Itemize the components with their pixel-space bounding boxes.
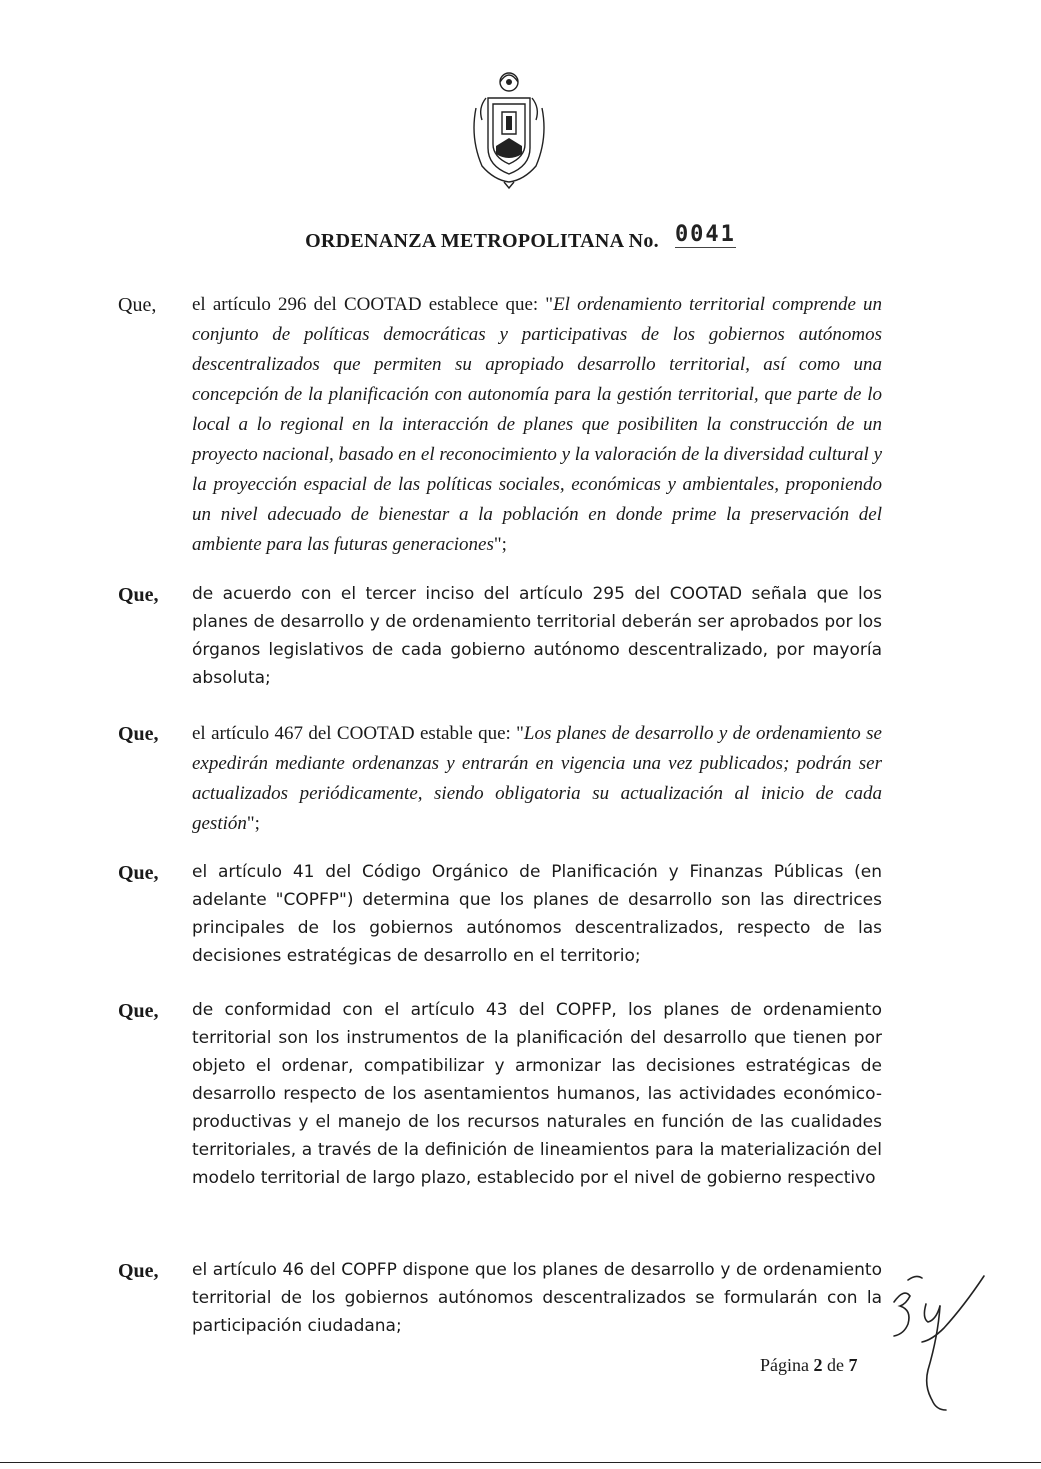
clause-quote: Los planes de desarrollo y de ordenamiento se expedirán mediante ordenanzas y entrarán en vigencia una vez publicados; podrán ser actualizados periódicamente, siendo obligatoria su actualización al inicio de cada gestión (192, 723, 882, 834)
clause-text: el artículo 467 del COOTAD estable que: "Los planes de desarrollo y de ordenamiento se expedirán mediante ordenanzas y entrarán en vigencia una vez publicados; podrán ser actualizados periódicamente, siendo obligatoria su actualización al inicio de cada gestión"; (192, 723, 882, 834)
ordinance-title-label: ORDENANZA METROPOLITANA No. (305, 230, 659, 252)
clause-que: Que, (118, 723, 159, 745)
clause-que: Que, (118, 584, 159, 606)
clause-text: el artículo 41 del Código Orgánico de Planificación y Finanzas Públicas (en adelante "COPFP") determina que los planes de desarrollo son las directrices principales de los gobiernos autónomos descentralizados, respecto de las decisiones estratégicas de desarrollo en el territorio; (192, 862, 882, 966)
handwritten-signature-icon (880, 1268, 990, 1413)
clause-que: Que, (118, 294, 157, 316)
clause-text: el artículo 46 del COPFP dispone que los planes de desarrollo y de ordenamiento territorial de los gobiernos autónomos descentralizados se formularán con la participación ciudadana; (192, 1260, 882, 1336)
bottom-rule (0, 1462, 1041, 1463)
clause-que: Que, (118, 1260, 159, 1282)
page-total: 7 (848, 1355, 858, 1375)
ordinance-title (0, 222, 1041, 253)
clause-quote: El ordenamiento territorial comprende un conjunto de políticas democráticas y participativas de los gobiernos autónomos descentralizados que permiten su apropiado desarrollo territorial, así como una concepción de la planificación con autonomía para la gestión territorial, que parte de lo local a lo regional en la interacción de planes que posibiliten la construcción de un proyecto nacional, basado en el reconocimiento y la valoración de la diversidad cultural y la proyección espacial de las políticas sociales, económicas y ambientales, proponiendo un nivel adecuado de bienestar a la población en donde prime la preservación del ambiente para las futuras generaciones (192, 294, 882, 555)
clause-text: de conformidad con el artículo 43 del COPFP, los planes de ordenamiento territorial son los instrumentos de la planificación del desarrollo que tienen por objeto el ordenar, compatibilizar y armonizar las decisiones estratégicas de desarrollo respecto de los asentamientos humanos, las actividades económico-productivas y el manejo de los recursos naturales en función de las cualidades territoriales, a través de la definición de lineamientos para la materialización del modelo territorial de largo plazo, establecido por el nivel de gobierno respectivo (192, 1000, 882, 1188)
clause-que: Que, (118, 862, 159, 884)
coat-of-arms-icon (466, 68, 552, 190)
clause-text: de acuerdo con el tercer inciso del artículo 295 del COOTAD señala que los planes de desarrollo y de ordenamiento territorial deberán ser aprobados por los órganos legislativos de cada gobierno autónomo descentralizado, por mayoría absoluta; (192, 584, 882, 688)
page-number: Página 2 de 7 (760, 1355, 858, 1375)
clause-text: el artículo 296 del COOTAD establece que: "El ordenamiento territorial comprende un conjunto de políticas democráticas y participativas de los gobiernos autónomos descentralizados que permiten su apropiado desarrollo territorial, así como una concepción de la planificación con autonomía para la gestión territorial, que parte de lo local a lo regional en la interacción de planes que posibiliten la construcción de un proyecto nacional, basado en el reconocimiento y la valoración de la diversidad cultural y la proyección espacial de las políticas sociales, económicas y ambientales, proponiendo un nivel adecuado de bienestar a la población en donde prime la preservación del ambiente para las futuras generaciones"; (192, 294, 882, 555)
clause-que: Que, (118, 1000, 159, 1022)
page-current: 2 (813, 1355, 823, 1375)
ordinance-number: 0041 (674, 222, 736, 247)
